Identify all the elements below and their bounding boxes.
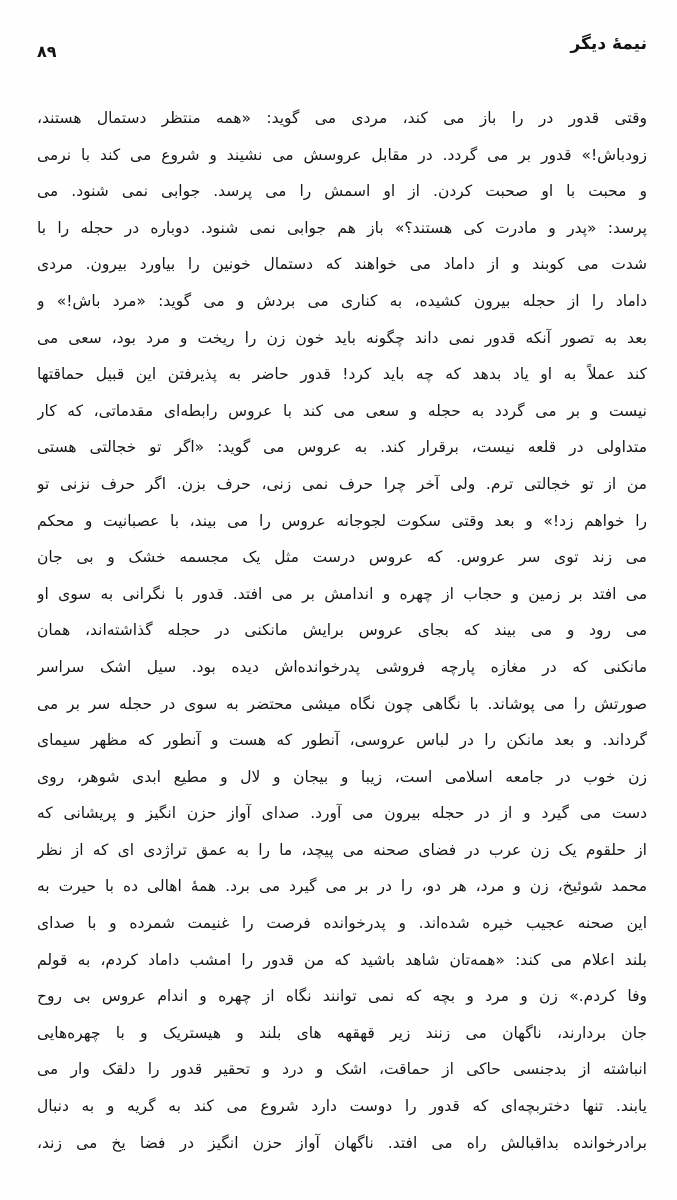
text-line: من از تو خجالتی ترم. ولی آخر چرا حرف نمی زنی، حرف بزن. اگر حرف نزنی تو bbox=[37, 474, 647, 493]
text-line: می رود و می بیند که بجای عروس برایش مانکنی در حجله گذاشته‌اند، همان bbox=[37, 621, 647, 640]
text-line: می زند توی سر عروس. که عروس درست مثل یک مجسمه خشک و بی جان bbox=[37, 548, 647, 567]
text-line: بلند اعلام می کند: «همه‌تان شاهد باشید که من قدور را امشب داماد کردم، به قولم bbox=[37, 950, 647, 969]
text-line: محمد شوئیخ، زن و مرد، هر دو، را در بر می گیرد می برد. همهٔ اهالی ده با حیرت به bbox=[37, 877, 647, 896]
text-line: داماد را از حجله بیرون کشیده، به کناری می بردش و می گوید: «مرد باش!» و bbox=[37, 291, 647, 310]
text-line: مانکنی که در مغازه پارچه فروشی پدرخوانده‌اش دیده بود. سیل اشک سراسر bbox=[37, 657, 647, 676]
text-line: جان بردارند، ناگهان می زنند زیر قهقهه های بلند و هیستریک و با چهره‌هایی bbox=[37, 1023, 647, 1042]
text-line: را خواهم زد!» و بعد وقتی سکوت لجوجانه عروس را می بیند، با عصبانیت و محکم bbox=[37, 511, 647, 530]
text-line: این صحنه عجیب خیره شده‌اند. و پدرخوانده فرصت را غنیمت شمرده و با صدای bbox=[37, 914, 647, 933]
text-line: از حلقوم یک زن عرب در فضای صحنه می پیچد، ما را به عمق تراژدی ای که از نظر bbox=[37, 840, 647, 859]
text-line: زن خوب در جامعه اسلامی است، زیبا و بیجان و لال و مطیع ابدی شوهر، روی bbox=[37, 767, 647, 786]
running-head: نیمهٔ دیگر bbox=[570, 34, 647, 54]
text-line: صورتش را می پوشاند. با نگاهی چون نگاه میشی محتضر به سوی در حجله سر بر می bbox=[37, 694, 647, 713]
text-line: برادرخوانده بداقبالش راه می افتد. ناگهان آواز حزن انگیز در فضا یخ می زند، bbox=[37, 1133, 647, 1152]
page-number: ۸۹ bbox=[37, 42, 57, 61]
text-line: می افتد بر زمین و حجاب از چهره و اندامش بر می افتد. قدور با نگرانی به سوی او bbox=[37, 584, 647, 603]
text-line: یابند. تنها دختربچه‌ای که قدور را دوست دارد شروع می کند به گریه و به دنبال bbox=[37, 1097, 647, 1116]
text-line: گرداند. و بعد مانکن را در لباس عروسی، آنطور که هست و آنطور که مظهر سیمای bbox=[37, 731, 647, 750]
text-line: متداولی در قلعه نیست، برقرار کند. به عروس می گوید: «اگر تو خجالتی هستی bbox=[37, 438, 647, 457]
text-line: انباشته از بدجنسی حاکی از حماقت، اشک و درد و تحقیر قدور را دلقک وار می bbox=[37, 1060, 647, 1079]
text-line: وقتی قدور در را باز می کند، مردی می گوید: «همه منتظر دستمال هستند، bbox=[37, 109, 647, 127]
text-line: نیست و بر می گردد به حجله و سعی می کند با عروس رابطه‌ای مقدماتی، که کار bbox=[37, 401, 647, 420]
text-line: وفا کردم.» زن و مرد و بچه که نمی توانند نگاه از چهره و اندام عروس بی روح bbox=[37, 987, 647, 1006]
body-text bbox=[37, 100, 647, 1161]
text-line: زودباش!» قدور بر می گردد. در مقابل عروسش می نشیند و شروع می کند با نرمی bbox=[37, 145, 647, 164]
text-line: پرسد: «پدر و مادرت کی هستند؟» باز هم جوابی نمی شنود. دوباره در حجله را با bbox=[37, 218, 647, 237]
text-line: شدت می کوبند و از داماد می خواهند که دستمال خونین را بیاورد بیرون. مردی bbox=[37, 255, 647, 274]
text-line: دست می گیرد و از در حجله بیرون می آورد. صدای آواز حزن انگیز و پریشانی که bbox=[37, 804, 647, 823]
text-line: بعد به تصور آنکه قدور نمی داند چگونه باید خون زن را ریخت و مرد بود، سعی می bbox=[37, 328, 647, 347]
text-line: و محبت با او صحبت کردن. از او اسمش را می پرسد. جوابی نمی شنود. می bbox=[37, 182, 647, 201]
text-line: کند عملاً به او یاد بدهد که چه باید کرد! قدور حاضر به پذیرفتن این قبیل حماقتها bbox=[37, 365, 647, 384]
